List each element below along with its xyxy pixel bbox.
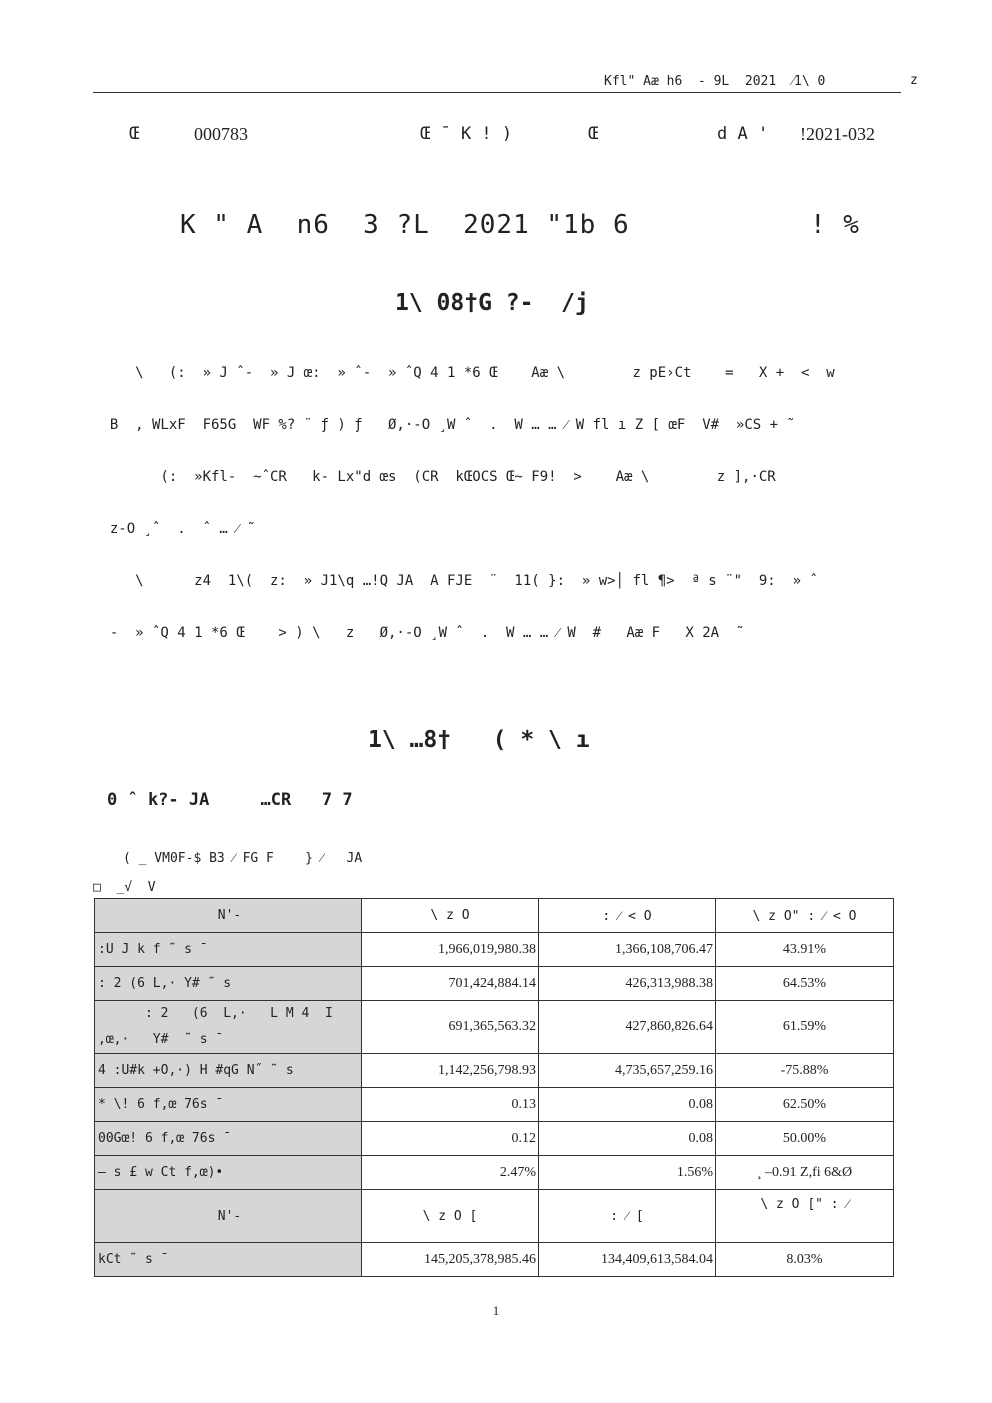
paragraph-line: \ z4 1\( z: » J1\q …!Q JA A FJE ¨ 11( }: » w>│ fl ¶> ª s ¨" 9: » ˆ: [93, 573, 818, 589]
section-1-title: 1\ 08†G ?- /j: [395, 290, 589, 316]
prior-value: 134,409,613,584.04: [539, 1243, 716, 1277]
header-change: \ z O" : ⁄ < O: [716, 899, 894, 933]
header-period-end: \ z O [: [362, 1190, 539, 1243]
current-value: 691,365,563.32: [362, 1001, 539, 1054]
change-value: 64.53%: [716, 967, 894, 1001]
notice-label: Œ: [588, 124, 599, 144]
table-row: [95, 1156, 894, 1190]
section-2-title: 1\ …8† ( * \ ı: [368, 727, 590, 753]
row-label: : 2 (6 L,· Y# ˜ s: [95, 967, 362, 1001]
row-label: 4 :U#k +O,·) H #qG N˝ ˜ s: [95, 1054, 362, 1088]
prior-value: 426,313,988.38: [539, 967, 716, 1001]
paragraph-line: B , WLxF F65G WF %? ¨ ƒ ) ƒ Ø,·-O ¸W ˆ . W … … ⁄ W fl ı Z [ œF V# »CS + ˜: [93, 417, 795, 433]
paragraph-line: \ (: » J ˆ- » J œ: » ˆ- » ˆQ 4 1 *6 Œ Aæ \ z pE›Ct = X + < w: [93, 365, 835, 381]
current-value: 1,142,256,798.93: [362, 1054, 539, 1088]
table-row: [95, 1088, 894, 1122]
stock-name-label: Œ ¯ K ! ): [420, 124, 513, 144]
header-item: N'-: [95, 899, 362, 933]
row-label: : 2 (6 L,· L M 4 I ,œ,· Y# ˜ s ¯: [95, 1001, 362, 1054]
change-value: 43.91%: [716, 933, 894, 967]
row-label: * \! 6 f,œ 76s ¯: [95, 1088, 362, 1122]
header-change-end: \ z O [" : ⁄: [716, 1190, 894, 1243]
current-value: 145,205,378,985.46: [362, 1243, 539, 1277]
current-value: 1,966,019,980.38: [362, 933, 539, 967]
current-value: 0.13: [362, 1088, 539, 1122]
table-row: [95, 1243, 894, 1277]
table-row: [95, 1122, 894, 1156]
header-prior-period: : ⁄ < O: [539, 899, 716, 933]
paragraph-line: (: »Kfl- ~ˆCR k- Lx"d œs (CR kŒOCS Œ~ F9! > Aæ \ z ],·CR: [93, 469, 776, 485]
document-title-suffix: ! %: [810, 210, 860, 240]
change-value: 8.03%: [716, 1243, 894, 1277]
row-label: — s £ w Ct f,œ)•: [95, 1156, 362, 1190]
prior-value: 1.56%: [539, 1156, 716, 1190]
unit-note: □ _√ V: [93, 880, 156, 895]
prior-value: 427,860,826.64: [539, 1001, 716, 1054]
row-label: 00Gœ! 6 f,œ 76s ¯: [95, 1122, 362, 1156]
change-value: -75.88%: [716, 1054, 894, 1088]
header-current-period: \ z O: [362, 899, 539, 933]
document-title: K " A n6 3 ?L 2021 "1b 6: [180, 210, 630, 240]
prior-value: 4,735,657,259.16: [539, 1054, 716, 1088]
prior-value: 0.08: [539, 1088, 716, 1122]
change-value: ¸ –0.91 Z,fi 6&Ø: [716, 1156, 894, 1190]
stock-code-label: Œ: [129, 124, 140, 144]
table-caption: ( _ VM0F-$ B3 ⁄ FG F } ⁄ JA: [123, 851, 363, 866]
table-row: [95, 1001, 894, 1054]
current-value: 2.47%: [362, 1156, 539, 1190]
running-header: Kfl" Aæ h6 - 9L 2021 ⁄1\ 0: [604, 74, 826, 89]
header-rule: [93, 92, 901, 93]
paragraph-line: z-O ¸ˆ . ˆ … ⁄ ˜: [93, 521, 256, 537]
row-label: kCt ˜ s ¯: [95, 1243, 362, 1277]
page-number: 1: [492, 1303, 500, 1318]
table-row: [95, 933, 894, 967]
notice-number: !2021-032: [800, 124, 875, 144]
paragraph-line: - » ˆQ 4 1 *6 Œ > ) \ z Ø,·-O ¸W ˆ . W … … ⁄ W # Aæ F X 2A ˜: [93, 625, 745, 641]
prior-value: 0.08: [539, 1122, 716, 1156]
row-label: :U J k f ˜ s ¯: [95, 933, 362, 967]
table-header-row: [95, 899, 894, 933]
header-item: N'-: [95, 1190, 362, 1243]
subsection-title: 0 ˆ k?- JA …CR 7 7: [107, 790, 353, 810]
financial-data-table: [94, 898, 894, 1277]
stock-code-value: 000783: [194, 124, 248, 144]
current-value: 0.12: [362, 1122, 539, 1156]
change-value: 50.00%: [716, 1122, 894, 1156]
table-row: [95, 967, 894, 1001]
table-header-row: [95, 1190, 894, 1243]
table-row: [95, 1054, 894, 1088]
current-value: 701,424,884.14: [362, 967, 539, 1001]
notice-prefix: d A ': [717, 124, 779, 144]
prior-value: 1,366,108,706.47: [539, 933, 716, 967]
change-value: 62.50%: [716, 1088, 894, 1122]
running-header-mark: z: [910, 73, 918, 88]
header-prior-period-end: : ⁄ [: [539, 1190, 716, 1243]
change-value: 61.59%: [716, 1001, 894, 1054]
